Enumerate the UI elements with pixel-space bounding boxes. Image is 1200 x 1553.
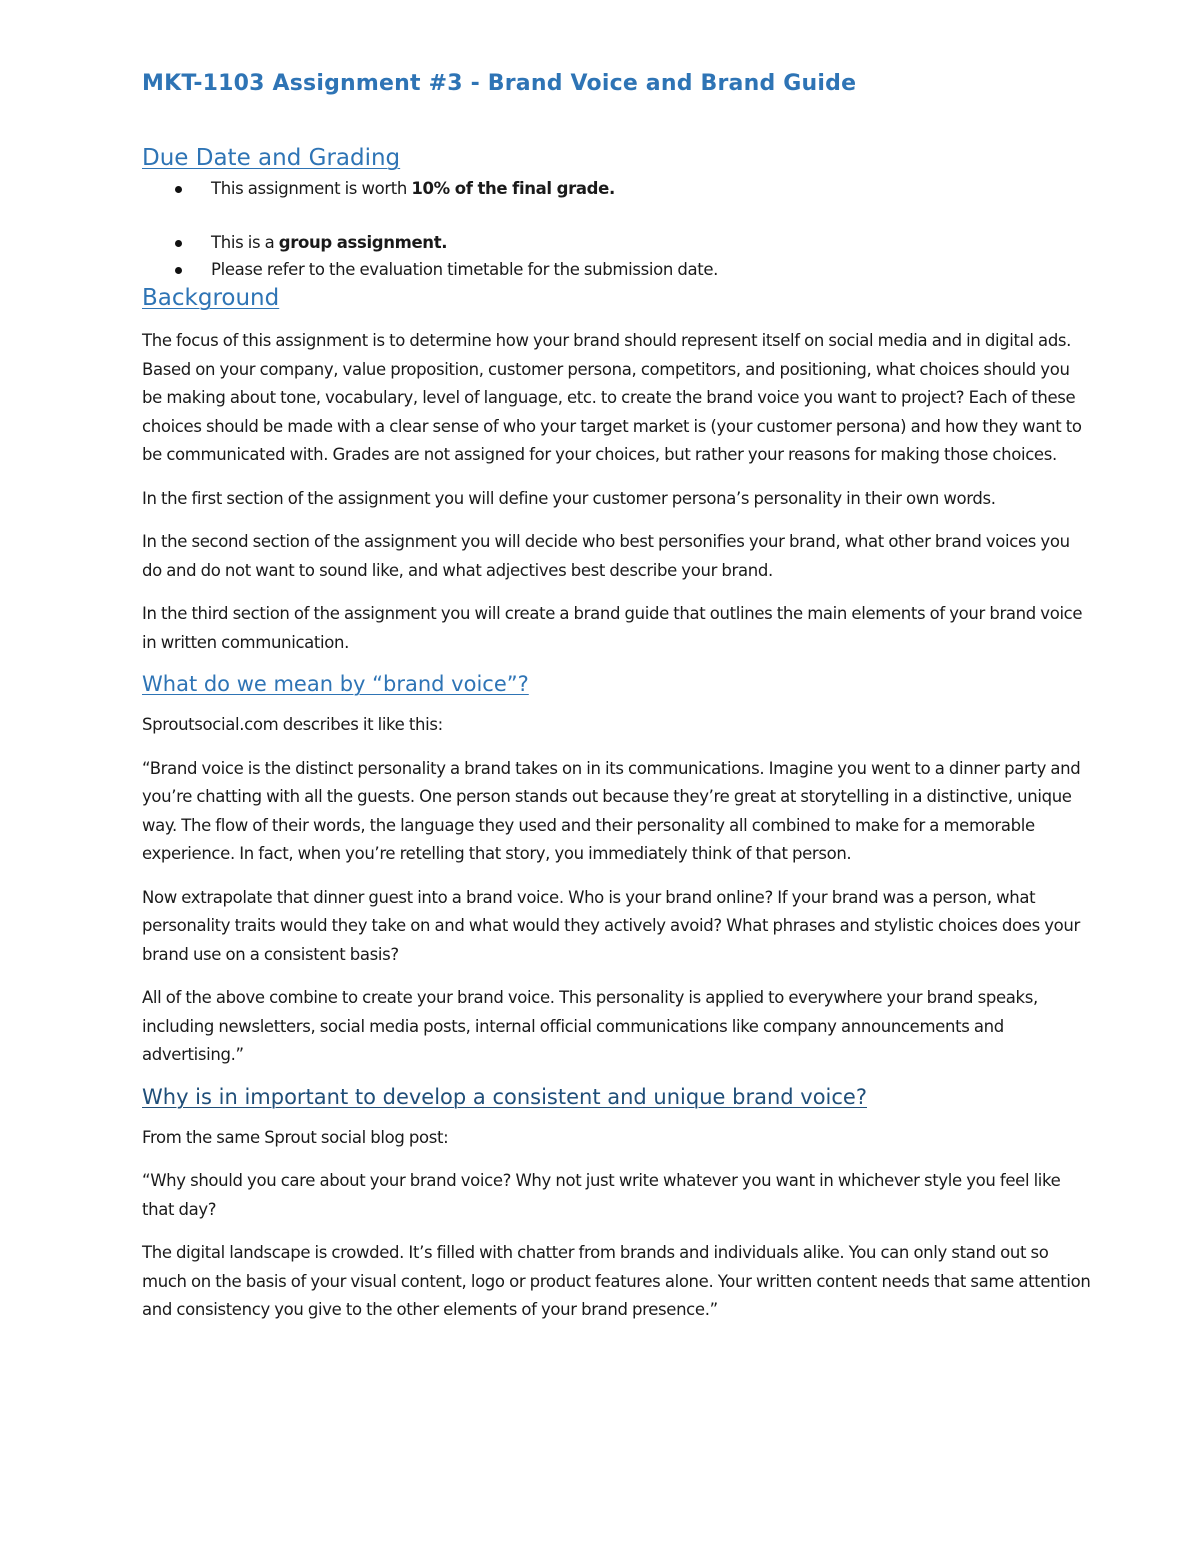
background-paragraph-2: In the first section of the assignment you will define your customer persona’s personality in their own words. (142, 488, 996, 508)
grading-bullet-list (142, 175, 1092, 283)
background-paragraph-4: In the third section of the assignment you will create a brand guide that outlines the main elements of your brand voice in written communication. (142, 604, 1083, 652)
bullet-item-worth (173, 175, 1092, 202)
background-paragraph-3: In the second section of the assignment you will decide who best personifies your brand, what other brand voices you do and do not want to sound like, and what adjectives best describe your brand. (142, 532, 1070, 580)
heading-due-date-grading: Due Date and Grading (142, 145, 401, 171)
bullet-text: Please refer to the evaluation timetable for the submission date. (211, 260, 719, 279)
bullet-item-group (173, 229, 1092, 256)
bullet-bold-text: group assignment. (278, 233, 448, 252)
heading-background: Background (142, 285, 280, 311)
bullet-icon (175, 267, 182, 274)
bullet-bold-text: 10% of the final grade. (411, 179, 615, 198)
why-paragraph-1: From the same Sprout social blog post: (142, 1127, 449, 1147)
brand-voice-paragraph-3: Now extrapolate that dinner guest into a brand voice. Who is your brand online? If your brand was a person, what personality traits would they take on and what would they actively avoid? What phrases and stylistic choices does your brand use on a consistent basis? (142, 887, 1080, 964)
why-paragraph-2: “Why should you care about your brand voice? Why not just write whatever you want in whichever style you feel like that day? (142, 1171, 1061, 1219)
bullet-text: This is a (211, 233, 279, 252)
why-paragraph-3: The digital landscape is crowded. It’s filled with chatter from brands and individuals alike. You can only stand out so much on the basis of your visual content, logo or product features alone. Your written content needs that same attention and consistency you give to the other elements of your brand presence.” (142, 1243, 1091, 1319)
bullet-icon (175, 186, 182, 193)
document-page (142, 66, 1092, 1340)
brand-voice-paragraph-1: Sproutsocial.com describes it like this: (142, 715, 443, 734)
document-title: MKT-1103 Assignment #3 - Brand Voice and Brand Guide (142, 71, 857, 96)
bullet-text: This assignment is worth (211, 179, 412, 198)
heading-brand-voice-meaning: What do we mean by “brand voice”? (142, 672, 529, 696)
heading-why-important: Why is in important to develop a consistent and unique brand voice? (142, 1084, 867, 1109)
background-paragraph-1: The focus of this assignment is to determine how your brand should represent itself on social media and in digital ads. Based on your company, value proposition, customer persona, competitors, and positioning, what choices should you be making about tone, vocabulary, level of language, etc. to create the brand voice you want to project? Each of these choices should be made with a clear sense of who your target market is (your customer persona) and how they want to be communicated with. Grades are not assigned for your choices, but rather your reasons for making those choices. (142, 331, 1082, 464)
brand-voice-paragraph-2: “Brand voice is the distinct personality a brand takes on in its communications. Imagine you went to a dinner party and you’re chatting with all the guests. One person stands out because they’re great at storytelling in a distinctive, unique way. The flow of their words, the language they used and their personality all combined to make for a memorable experience. In fact, when you’re retelling that story, you immediately think of that person. (142, 758, 1081, 863)
brand-voice-paragraph-4: All of the above combine to create your brand voice. This personality is applied to everywhere your brand speaks, including newsletters, social media posts, internal official communications like company announcements and advertising.” (142, 988, 1038, 1064)
bullet-item-timetable (173, 256, 1092, 283)
bullet-icon (175, 240, 182, 247)
